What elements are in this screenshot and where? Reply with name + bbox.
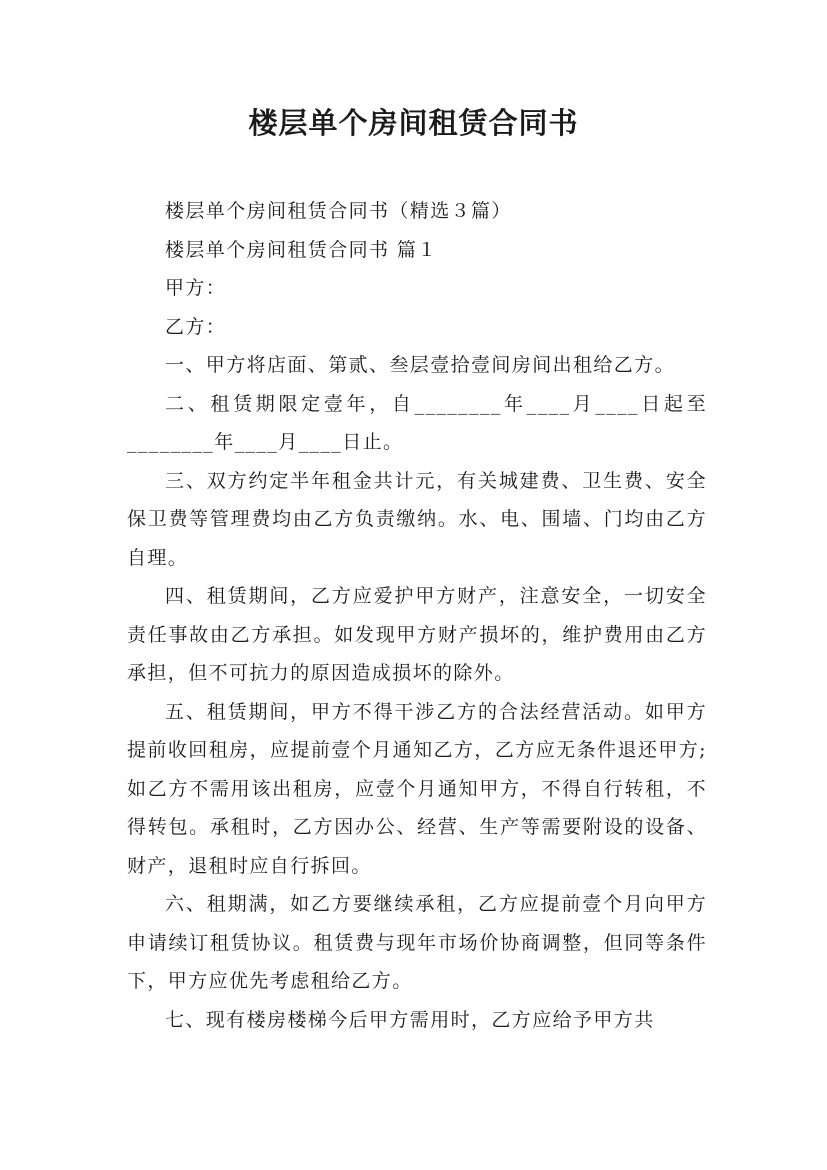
clause-1: 一、甲方将店面、第贰、叁层壹拾壹间房间出租给乙方。 (165, 354, 676, 376)
clause-3: 三、双方约定半年租金共计元，有关城建费、卫生费、安全保卫费等管理费均由乙方负责缴纳。水、电、围墙、门均由乙方自理。 (127, 469, 707, 569)
document-title: 楼层单个房间租赁合同书 (248, 106, 579, 140)
clause-7: 七、现有楼房楼梯今后甲方需用时，乙方应给予甲方共 (165, 1008, 655, 1031)
clause-4: 四、租赁期间，乙方应爱护甲方财产，注意安全，一切安全责任事故由乙方承担。如发现甲方财产损坏的，维护费用由乙方承担，但不可抗力的原因造成损坏的除外。 (127, 585, 707, 684)
paragraph-party-b: 乙方： (165, 315, 227, 338)
clause-5: 五、租赁期间，甲方不得干涉乙方的合法经营活动。如甲方提前收回租房，应提前壹个月通知乙方，乙方应无条件退还甲方;如乙方不需用该出租房，应壹个月通知甲方，不得自行转租，不得转包。承租时，乙方因办公、经营、生产等需要附设的设备、财产，退租时应自行拆回。 (127, 700, 707, 877)
document-body (127, 192, 707, 1039)
paragraph-subtitle: 楼层单个房间租赁合同书（精选３篇） (165, 200, 512, 222)
clause-2: 二、租赁期限定壹年，自________年____月____日起至________年____月____日止。 (127, 392, 707, 453)
paragraph-party-a: 甲方： (165, 277, 227, 299)
paragraph-section-heading: 楼层单个房间租赁合同书 篇１ (165, 238, 438, 261)
clause-6: 六、租期满，如乙方要继续承租，乙方应提前壹个月向甲方申请续订租赁协议。租赁费与现年市场价协商调整，但同等条件下，甲方应优先考虑租给乙方。 (127, 893, 707, 992)
